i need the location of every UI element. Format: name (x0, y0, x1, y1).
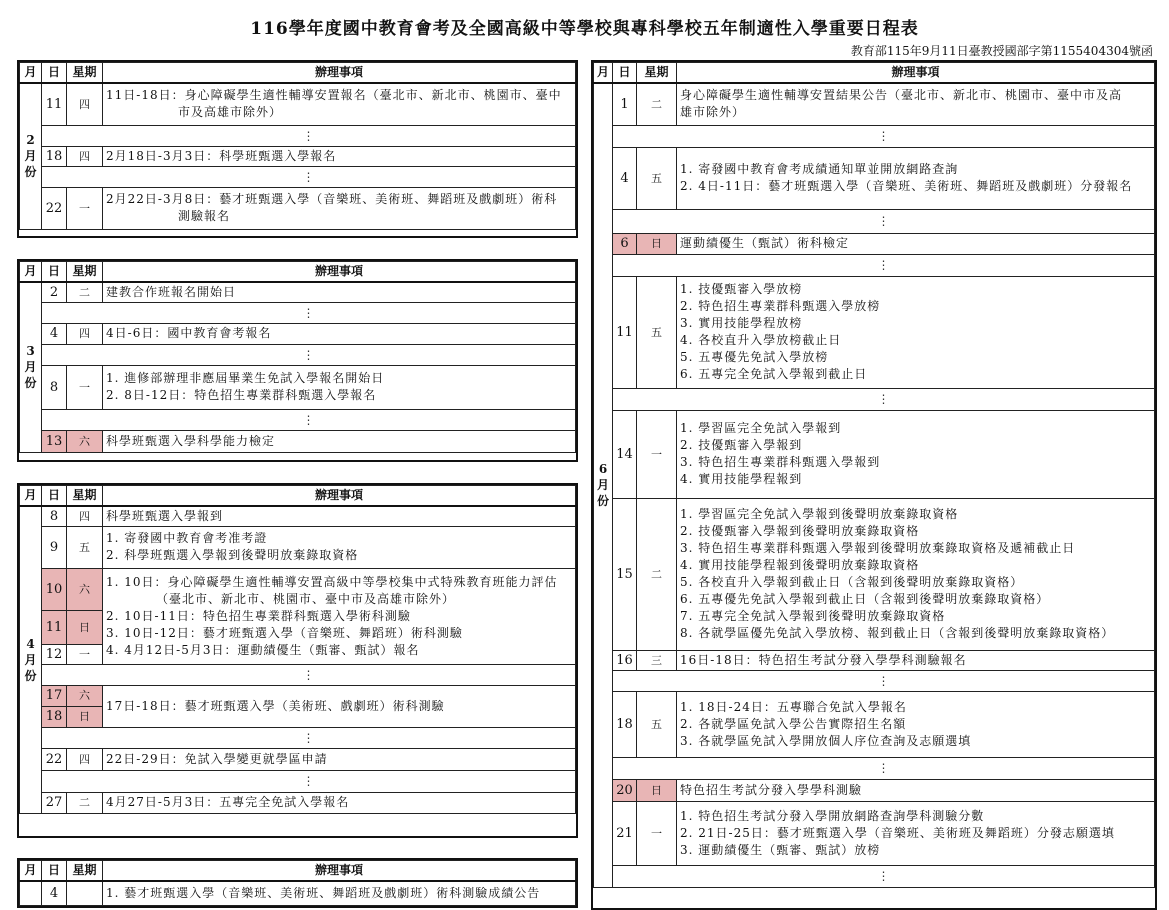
day-cell-holiday: 13 (42, 430, 67, 452)
col-event: 辦理事項 (677, 63, 1155, 84)
march-schedule-table (17, 259, 578, 462)
day-cell: 16 (613, 650, 637, 670)
table-row (20, 146, 576, 166)
header-row (20, 63, 576, 84)
event-cell: 1. 18日-24日：五專聯合免試入學報名 2. 各就學區免試入學公告實際招生名額 3. 各就學區免試入學開放個人序位查詢及志願選填 (677, 691, 1155, 757)
month-label: 4月份 (20, 506, 42, 813)
weekday-cell: 五 (637, 147, 677, 209)
day-cell-holiday: 18 (42, 706, 67, 727)
weekday-cell: 一 (67, 187, 103, 229)
day-cell: 21 (613, 801, 637, 865)
table-row (594, 83, 1155, 125)
document-reference: 教育部115年9月11日臺教授國部字第1155404304號函 (850, 44, 1153, 58)
table-row (20, 526, 576, 568)
col-month: 月 (20, 63, 42, 84)
month-label (20, 881, 42, 905)
table-row (594, 691, 1155, 757)
event-cell: 2月22日-3月8日：藝才班甄選入學（音樂班、美術班、舞蹈班及戲劇班）術科 測驗報名 (103, 187, 576, 229)
day-cell: 11 (613, 276, 637, 388)
table-row (20, 83, 576, 125)
col-weekday: 星期 (67, 262, 103, 283)
event-cell: 1. 10日：身心障礙學生適性輔導安置高級中等學校集中式特殊教育班能力評估 （臺北市、新北市、桃園市、臺中市及高雄市除外） 2. 10日-11日：特色招生專業群科甄選入學術科測驗 3. 10日-12日：藝才班甄選入學（音樂班、舞蹈班）術科測驗 4. 4月12日-5月3日：運動績優生（甄審、甄試）報名 (103, 568, 576, 664)
event-cell: 1. 技優甄審入學放榜 2. 特色招生專業群科甄選入學放榜 3. 實用技能學程放榜 4. 各校直升入學放榜截止日 5. 五專優先免試入學放榜 6. 五專完全免試入學報到截止日 (677, 276, 1155, 388)
event-cell: 運動績優生（甄試）術科檢定 (677, 233, 1155, 254)
event-cell: 1. 學習區完全免試入學報到 2. 技優甄審入學報到 3. 特色招生專業群科甄選入學報到 4. 實用技能學程報到 (677, 410, 1155, 498)
day-cell: 2 (42, 282, 67, 302)
day-cell: 4 (42, 323, 67, 344)
weekday-cell: 二 (637, 498, 677, 650)
event-cell: 1. 寄發國中教育會考准考證 2. 科學班甄選入學報到後聲明放棄錄取資格 (103, 526, 576, 568)
day-cell: 8 (42, 365, 67, 409)
table-row (20, 365, 576, 409)
event-cell: 16日-18日：特色招生考試分發入學學科測驗報名 (677, 650, 1155, 670)
col-weekday: 星期 (67, 63, 103, 84)
gap-marker: ⋮ (613, 757, 1155, 779)
weekday-cell: 一 (637, 801, 677, 865)
weekday-cell: 四 (67, 323, 103, 344)
day-cell: 15 (613, 498, 637, 650)
may-schedule-table (17, 858, 578, 908)
table-row (594, 276, 1155, 388)
weekday-cell-holiday: 六 (67, 430, 103, 452)
gap-marker: ⋮ (613, 125, 1155, 147)
gap-marker: ⋮ (42, 727, 576, 748)
event-cell: 22日-29日：免試入學變更就學區申請 (103, 748, 576, 770)
event-cell: 4月27日-5月3日：五專完全免試入學報名 (103, 792, 576, 813)
day-cell: 8 (42, 506, 67, 526)
event-cell: 1. 寄發國中教育會考成績通知單並開放網路查詢 2. 4日-11日：藝才班甄選入學（音樂班、美術班、舞蹈班及戲劇班）分發報名 (677, 147, 1155, 209)
col-day: 日 (42, 262, 67, 283)
table-row (594, 233, 1155, 254)
weekday-cell-holiday: 日 (637, 233, 677, 254)
table-row (20, 748, 576, 770)
col-event: 辦理事項 (103, 486, 576, 507)
table-row (20, 568, 576, 610)
gap-row (20, 727, 576, 748)
day-cell: 18 (613, 691, 637, 757)
day-cell-holiday: 20 (613, 779, 637, 801)
col-event: 辦理事項 (103, 63, 576, 84)
day-cell: 12 (42, 644, 67, 664)
gap-marker: ⋮ (42, 166, 576, 187)
event-cell: 2月18日-3月3日：科學班甄選入學報名 (103, 146, 576, 166)
day-cell: 18 (42, 146, 67, 166)
day-cell-holiday: 17 (42, 685, 67, 706)
gap-marker: ⋮ (42, 770, 576, 792)
col-month: 月 (20, 861, 42, 882)
weekday-cell: 四 (67, 146, 103, 166)
february-schedule-table (17, 60, 578, 238)
event-cell: 1. 學習區完全免試入學報到後聲明放棄錄取資格 2. 技優甄審入學報到後聲明放棄錄取資格 3. 特色招生專業群科甄選入學報到後聲明放棄錄取資格及遞補截止日 4. 實用技能學程報到後聲明放棄錄取資格 5. 各校直升入學報到截止日（含報到後聲明放棄錄取資格） 6. 五專優先免試入學報到截止日（含報到後聲明放棄錄取資格） 7. 五專完全免試入學報到後聲明放棄錄取資格 8. 各就學區優先免試入學放榜、報到截止日（含報到後聲明放棄錄取資格） (677, 498, 1155, 650)
gap-marker: ⋮ (42, 344, 576, 365)
weekday-cell (67, 881, 103, 905)
weekday-cell: 二 (67, 792, 103, 813)
gap-row (20, 166, 576, 187)
event-cell: 科學班甄選入學報到 (103, 506, 576, 526)
day-cell: 1 (613, 83, 637, 125)
weekday-cell: 四 (67, 83, 103, 125)
weekday-cell: 四 (67, 506, 103, 526)
gap-row (594, 209, 1155, 233)
col-month: 月 (20, 486, 42, 507)
gap-row (594, 125, 1155, 147)
event-cell: 特色招生考試分發入學學科測驗 (677, 779, 1155, 801)
table-row (594, 147, 1155, 209)
weekday-cell: 二 (637, 83, 677, 125)
col-day: 日 (613, 63, 637, 84)
gap-marker: ⋮ (42, 302, 576, 323)
event-cell: 1. 進修部辦理非應屆畢業生免試入學報名開始日 2. 8日-12日：特色招生專業群科甄選入學報名 (103, 365, 576, 409)
day-cell: 11 (42, 83, 67, 125)
gap-row (20, 344, 576, 365)
gap-row (594, 865, 1155, 887)
month-label: 6月份 (594, 83, 613, 887)
gap-row (20, 409, 576, 430)
event-cell: 1. 特色招生考試分發入學開放網路查詢學科測驗分數 2. 21日-25日：藝才班甄選入學（音樂班、美術班及舞蹈班）分發志願選填 3. 運動績優生（甄審、甄試）放榜 (677, 801, 1155, 865)
day-cell: 14 (613, 410, 637, 498)
table-row (594, 410, 1155, 498)
day-cell-holiday: 10 (42, 568, 67, 610)
weekday-cell: 一 (67, 365, 103, 409)
event-cell: 4日-6日：國中教育會考報名 (103, 323, 576, 344)
day-cell: 27 (42, 792, 67, 813)
table-row (20, 506, 576, 526)
event-cell: 17日-18日：藝才班甄選入學（美術班、戲劇班）術科測驗 (103, 685, 576, 727)
header-row (20, 486, 576, 507)
month-label: 2月份 (20, 83, 42, 229)
event-cell: 身心障礙學生適性輔導安置結果公告（臺北市、新北市、桃園市、臺中市及高 雄市除外） (677, 83, 1155, 125)
weekday-cell-holiday: 六 (67, 685, 103, 706)
gap-row (20, 125, 576, 146)
june-schedule-table (591, 60, 1157, 910)
table-row (20, 881, 576, 905)
gap-row (20, 770, 576, 792)
table-row (594, 650, 1155, 670)
gap-marker: ⋮ (613, 865, 1155, 887)
weekday-cell: 一 (67, 644, 103, 664)
gap-marker: ⋮ (42, 409, 576, 430)
gap-row (594, 254, 1155, 276)
day-cell: 9 (42, 526, 67, 568)
table-row (594, 498, 1155, 650)
header-row (20, 861, 576, 882)
col-month: 月 (20, 262, 42, 283)
weekday-cell-holiday: 日 (67, 610, 103, 644)
gap-row (594, 757, 1155, 779)
day-cell-holiday: 11 (42, 610, 67, 644)
event-cell: 1. 藝才班甄選入學（音樂班、美術班、舞蹈班及戲劇班）術科測驗成績公告 (103, 881, 576, 905)
table-row (20, 187, 576, 229)
gap-row (20, 664, 576, 685)
event-cell: 建教合作班報名開始日 (103, 282, 576, 302)
day-cell: 4 (613, 147, 637, 209)
month-label: 3月份 (20, 282, 42, 452)
weekday-cell: 四 (67, 748, 103, 770)
gap-marker: ⋮ (42, 125, 576, 146)
page-title: 116學年度國中教育會考及全國高級中等學校與專科學校五年制適性入學重要日程表 (250, 19, 919, 39)
weekday-cell: 三 (637, 650, 677, 670)
gap-marker: ⋮ (613, 209, 1155, 233)
col-weekday: 星期 (67, 861, 103, 882)
weekday-cell: 五 (637, 691, 677, 757)
col-weekday: 星期 (637, 63, 677, 84)
header-row (594, 63, 1155, 84)
table-row (20, 685, 576, 706)
weekday-cell: 一 (637, 410, 677, 498)
weekday-cell: 五 (637, 276, 677, 388)
gap-row (594, 388, 1155, 410)
day-cell: 4 (42, 881, 67, 905)
col-event: 辦理事項 (103, 262, 576, 283)
weekday-cell: 二 (67, 282, 103, 302)
table-row (20, 792, 576, 813)
event-cell: 科學班甄選入學科學能力檢定 (103, 430, 576, 452)
table-row (20, 430, 576, 452)
weekday-cell-holiday: 日 (67, 706, 103, 727)
gap-row (594, 670, 1155, 691)
gap-marker: ⋮ (613, 670, 1155, 691)
april-schedule-table (17, 483, 578, 838)
gap-marker: ⋮ (613, 388, 1155, 410)
col-day: 日 (42, 861, 67, 882)
col-day: 日 (42, 486, 67, 507)
header-row (20, 262, 576, 283)
weekday-cell: 五 (67, 526, 103, 568)
col-day: 日 (42, 63, 67, 84)
event-cell: 11日-18日：身心障礙學生適性輔導安置報名（臺北市、新北市、桃園市、臺中 市及高雄市除外） (103, 83, 576, 125)
gap-marker: ⋮ (42, 664, 576, 685)
gap-marker: ⋮ (613, 254, 1155, 276)
col-weekday: 星期 (67, 486, 103, 507)
gap-row (20, 302, 576, 323)
weekday-cell-holiday: 日 (637, 779, 677, 801)
col-month: 月 (594, 63, 613, 84)
table-row (20, 323, 576, 344)
table-row (20, 282, 576, 302)
day-cell: 22 (42, 748, 67, 770)
day-cell: 22 (42, 187, 67, 229)
day-cell-holiday: 6 (613, 233, 637, 254)
table-row (594, 801, 1155, 865)
weekday-cell-holiday: 六 (67, 568, 103, 610)
table-row (594, 779, 1155, 801)
col-event: 辦理事項 (103, 861, 576, 882)
